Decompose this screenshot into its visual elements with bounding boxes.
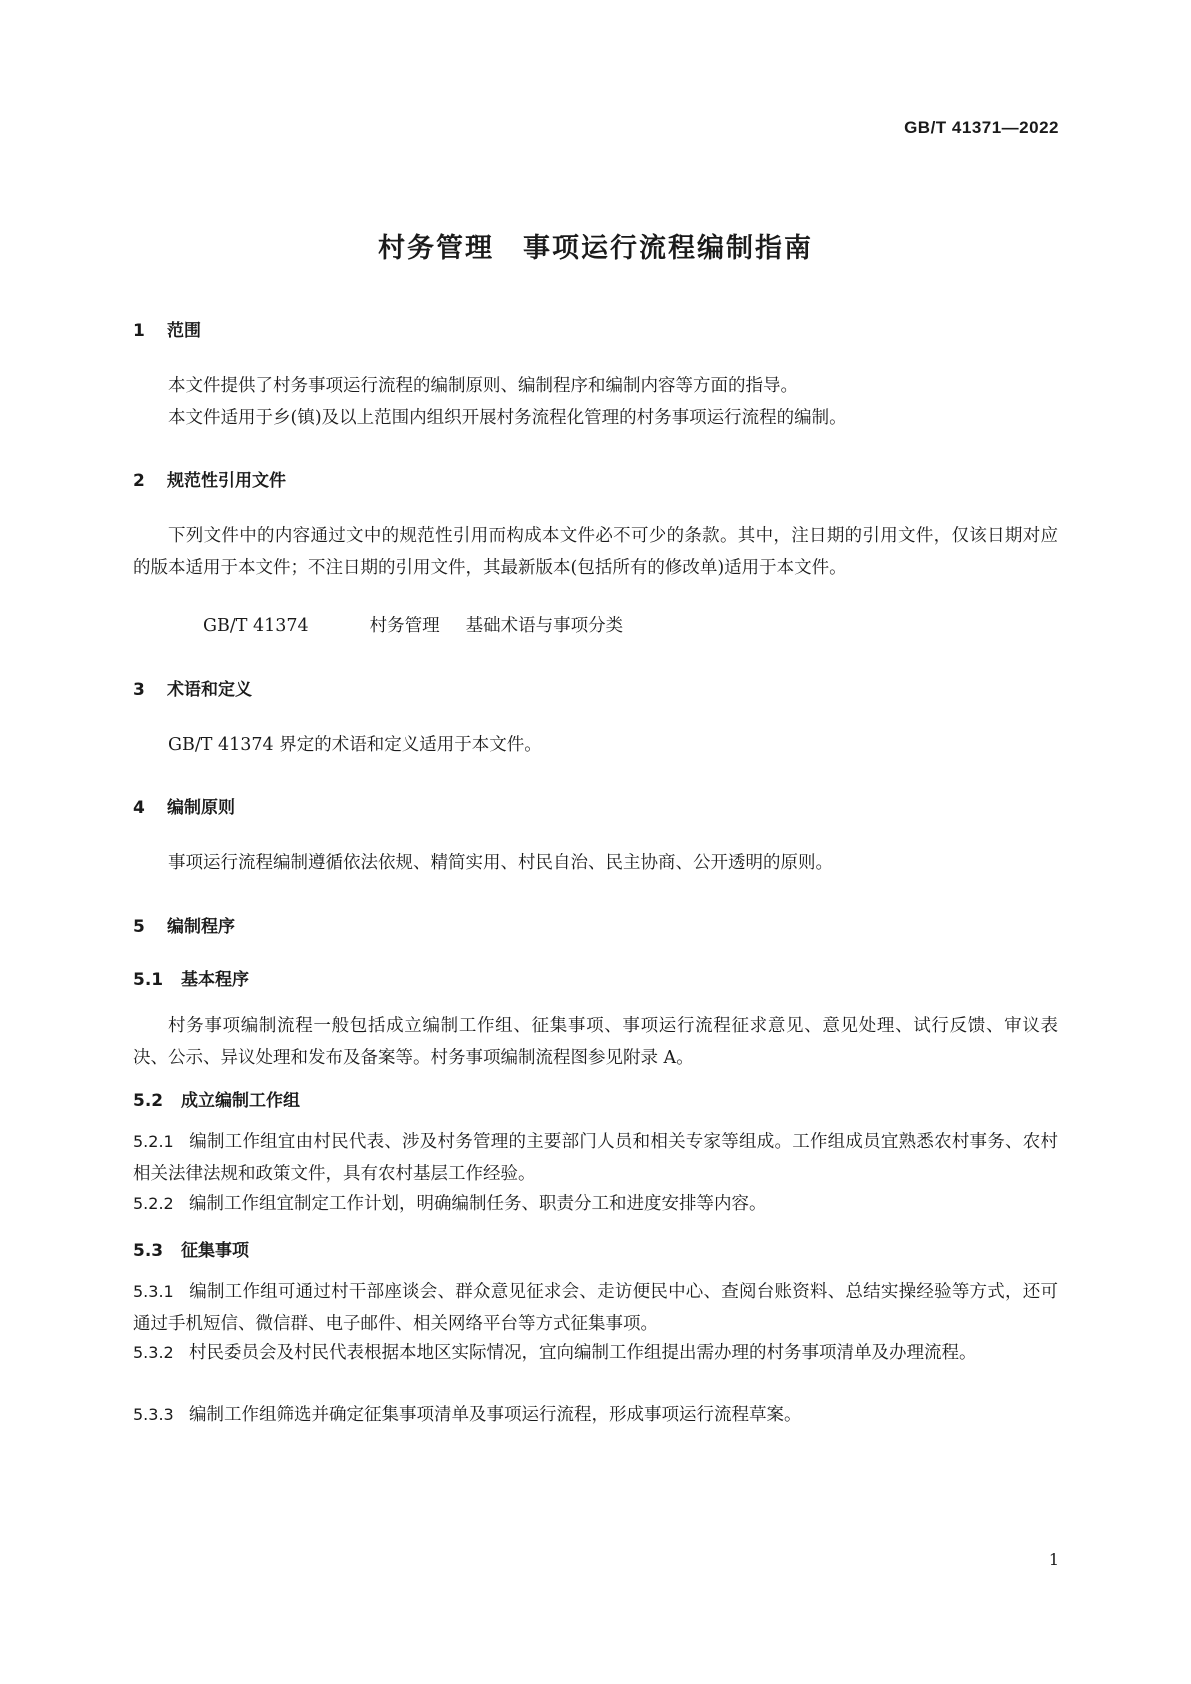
subsection-heading-collect-items <box>133 1236 249 1261</box>
clause-text: 编制工作组可通过村干部座谈会、群众意见征求会、走访便民中心、查阅台账资料、总结实操经验等方式，还可通过手机短信、微信群、电子邮件、相关网络平台等方式征集事项。 <box>133 1282 1058 1334</box>
section-heading-principles <box>133 793 235 818</box>
reference-entry <box>133 610 1058 642</box>
reference-code: GB/T 41374 <box>203 616 309 636</box>
section-number: 4 <box>133 798 145 818</box>
clause-number: 5.3.1 <box>133 1282 174 1301</box>
document-code: GB/T 41371—2022 <box>904 118 1059 137</box>
paragraph: GB/T 41374 界定的术语和定义适用于本文件。 <box>168 735 542 755</box>
section-heading-scope <box>133 316 201 341</box>
section-title: 规范性引用文件 <box>167 471 286 491</box>
clause <box>133 1337 1058 1369</box>
subsection-title: 征集事项 <box>181 1241 249 1261</box>
section-title: 编制程序 <box>167 917 235 937</box>
reference-title-part1: 村务管理 <box>369 616 440 636</box>
paragraph: 本文件提供了村务事项运行流程的编制原则、编制程序和编制内容等方面的指导。 <box>168 376 798 396</box>
clause-text: 村民委员会及村民代表根据本地区实际情况，宜向编制工作组提出需办理的村务事项清单及办理流程。 <box>189 1343 977 1363</box>
subsection-heading-basic-procedure <box>133 965 249 990</box>
section-title: 编制原则 <box>167 798 235 818</box>
clause-text: 编制工作组宜由村民代表、涉及村务管理的主要部门人员和相关专家等组成。工作组成员宜熟悉农村事务、农村相关法律法规和政策文件，具有农村基层工作经验。 <box>133 1132 1058 1184</box>
clause <box>133 1126 1058 1190</box>
paragraph: 本文件适用于乡(镇)及以上范围内组织开展村务流程化管理的村务事项运行流程的编制。 <box>168 408 847 428</box>
section-heading-terms <box>133 675 252 700</box>
clause-text: 编制工作组宜制定工作计划，明确编制任务、职责分工和进度安排等内容。 <box>189 1194 767 1214</box>
clause-number: 5.3.2 <box>133 1343 174 1362</box>
section-number: 5 <box>133 917 145 937</box>
section-heading-normative-references <box>133 466 286 491</box>
clause <box>133 1276 1058 1340</box>
page-number: 1 <box>1048 1550 1059 1569</box>
clause-number: 5.2.2 <box>133 1194 174 1213</box>
subsection-number: 5.3 <box>133 1241 164 1261</box>
subsection-number: 5.2 <box>133 1091 164 1111</box>
section-title: 术语和定义 <box>167 680 252 700</box>
section-heading-procedure <box>133 912 235 937</box>
subsection-title: 基本程序 <box>181 970 249 990</box>
clause-number: 5.3.3 <box>133 1405 174 1424</box>
clause-text: 编制工作组筛选并确定征集事项清单及事项运行流程，形成事项运行流程草案。 <box>189 1405 802 1425</box>
clause-number: 5.2.1 <box>133 1132 174 1151</box>
clause <box>133 1188 1058 1220</box>
reference-title-part2: 基础术语与事项分类 <box>465 616 624 636</box>
paragraph: 下列文件中的内容通过文中的规范性引用而构成本文件必不可少的条款。其中，注日期的引用文件，仅该日期对应的版本适用于本文件；不注日期的引用文件，其最新版本(包括所有的修改单)适用于本文件。 <box>133 526 1058 578</box>
document-title: 村务管理 事项运行流程编制指南 <box>378 233 813 264</box>
subsection-heading-working-group <box>133 1086 300 1111</box>
section-number: 2 <box>133 471 145 491</box>
clause <box>133 1399 1058 1431</box>
subsection-number: 5.1 <box>133 970 164 990</box>
section-number: 3 <box>133 680 145 700</box>
section-title: 范围 <box>167 321 201 341</box>
paragraph: 村务事项编制流程一般包括成立编制工作组、征集事项、事项运行流程征求意见、意见处理、试行反馈、审议表决、公示、异议处理和发布及备案等。村务事项编制流程图参见附录 A。 <box>133 1016 1058 1068</box>
section-number: 1 <box>133 321 145 341</box>
paragraph: 事项运行流程编制遵循依法依规、精简实用、村民自治、民主协商、公开透明的原则。 <box>168 853 833 873</box>
subsection-title: 成立编制工作组 <box>181 1091 300 1111</box>
